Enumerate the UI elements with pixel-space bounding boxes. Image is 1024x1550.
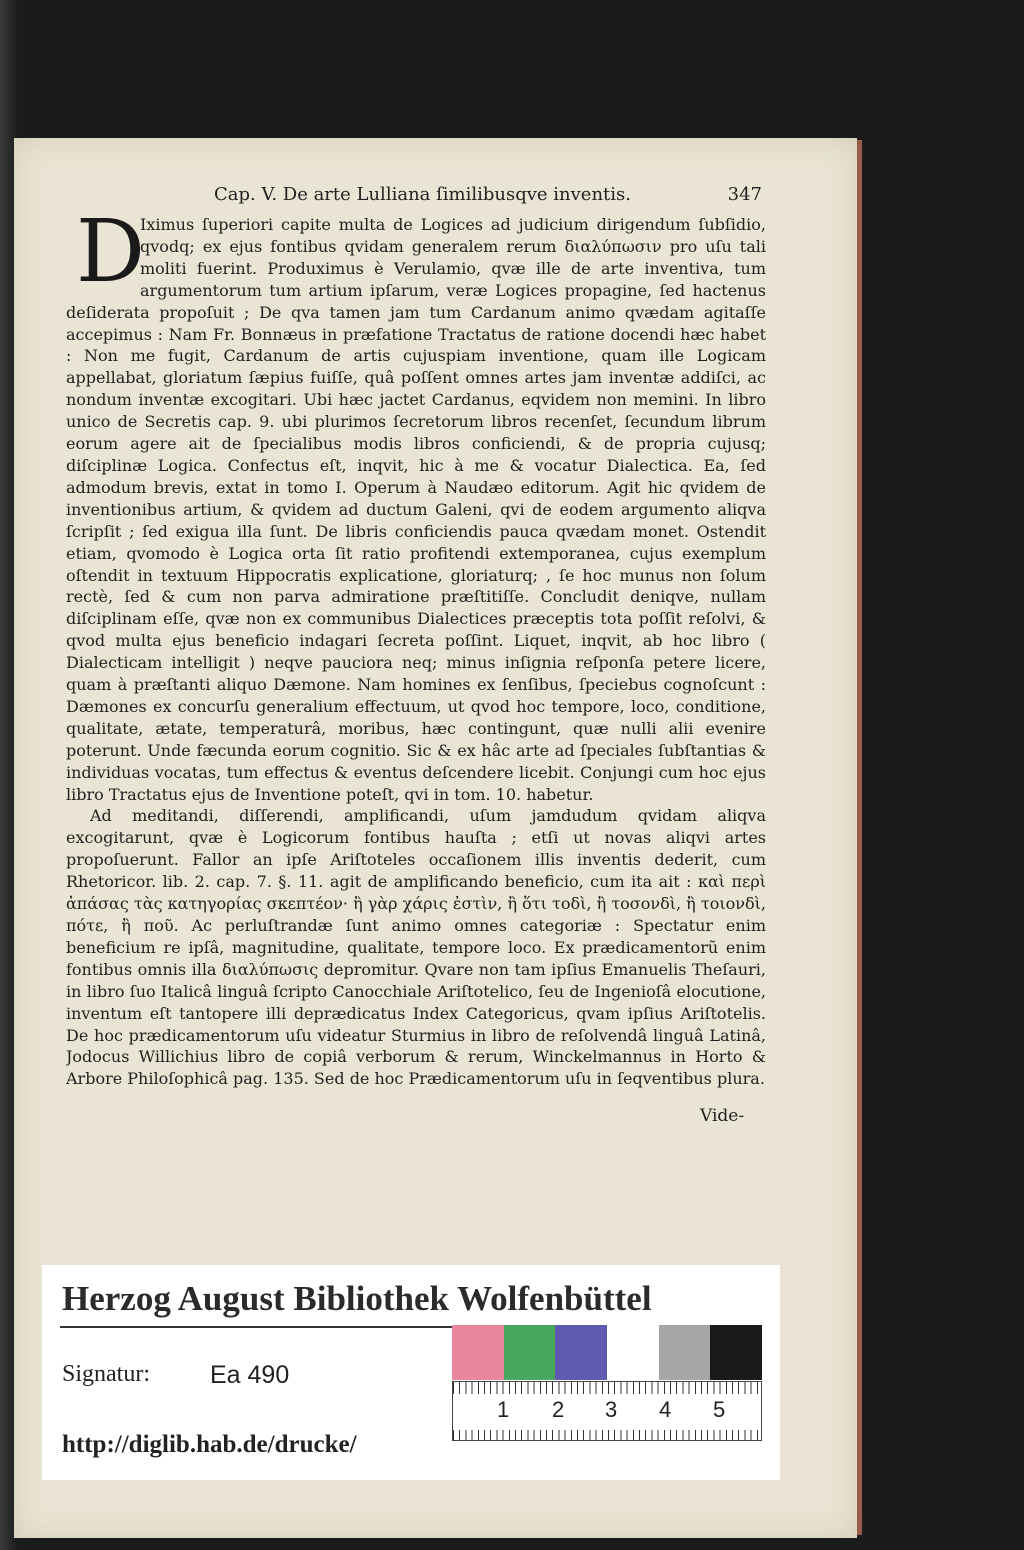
ruler-number: 1 (497, 1397, 510, 1422)
ruler-number: 2 (552, 1397, 565, 1422)
library-url: http://diglib.hab.de/drucke/ (62, 1431, 357, 1458)
color-swatch (504, 1325, 556, 1380)
paragraph (66, 202, 766, 805)
drop-cap: D (76, 202, 145, 302)
ruler-ticks-top (453, 1382, 761, 1394)
color-swatch (555, 1325, 607, 1380)
ruler-number: 3 (605, 1397, 618, 1422)
page-edge (857, 140, 862, 1535)
paragraph-text: Iximus ſuperiori capite multa de Logices ad judicium dirigendum ſubſidio, qvodq; ex ejus fontibus qvidam generalem rerum διαλύπωσιν pro uſu tali moliti fuerint. Produximus è Verulamio, qvæ ille de arte inventiva, tum argumentorum tum artium ipſarum, veræ Logices propagine, ſed hactenus deſiderata propoſuit ; De qva tamen jam tum Cardanum animo qvædam agitaſſe accepimus : Nam Fr. Bonnæus in præfatione Tractatus de ratione docendi hæc habet : Non me fugit, Cardanum de artis cujuspiam inventione, quam ille Logicam appellabat, gloriatum ſæpius fuiſſe, quâ poſſent omnes artes jam inventæ addiſci, ac nondum inventæ excogitari. Ubi hæc jactet Cardanus, eqvidem non memini. In libro unico de Secretis cap. 9. ubi plurimos ſecretorum libros recenſet, ſecundum librum eorum agere ait de ſpecialibus modis libros conficiendi, & de propria cujusq; diſciplinæ Logica. Confectus eſt, inqvit, hic à me & vocatur Dialectica. Ea, ſed admodum brevis, extat in tomo I. Operum à Naudæo editorum. Agit hic qvidem de inventionibus artium, & qvidem ad ductum Galeni, qvi de eodem argumento aliqva ſcripſit ; ſed exigua illa ſunt. De libris conficiendis pauca qvædam monet. Ostendit etiam, qvomodo è Logica orta ſit ratio profitendi extemporanea, cujus exemplum oſtendit in textuum Hippocratis explicatione, gloriaturq; , ſe hoc munus non ſolum rectè, ſed & cum non parva admiratione præſtitiſſe. Concludit deniqve, nullam diſciplinam eſſe, qvæ non ex communibus Dialectices præceptis tota poſſit reſolvi, & qvod multa ejus beneficio indagari ſecreta poſſint. Liquet, inqvit, ab hoc libro ( Dialecticam intelligit ) neqve pauciora neq; minus inſignia reſponſa petere licere, quam à præſtanti aliquo Dæmone. Nam homines ex ſenſibus, ſpeciebus cognoſcunt : Dæmones ex concurſu generalium effectuum, ut qvod hoc tempore, loco, conditione, qualitate, ætate, temperaturâ, moribus, hæc contingunt, quæ nulli alii evenire poterunt. Unde fæcunda eorum cognitio. Sic & ex hâc arte ad ſpeciales ſubſtantias & individuas vocatas, tum effectus & eventus deſcendere licebit. Conjungi cum hoc ejus libro Tractatus ejus de Inventione poteſt, qvi in tom. 10. habetur. (66, 215, 766, 804)
ruler-number: 4 (659, 1397, 672, 1422)
color-swatch (710, 1325, 762, 1380)
ruler-ticks-bottom (453, 1430, 761, 1440)
color-swatch (452, 1325, 504, 1380)
color-swatch (607, 1325, 659, 1380)
running-title: Cap. V. De arte Lulliana ſimilibusqve inventis. (214, 184, 631, 205)
page-number: 347 (727, 184, 762, 205)
catchword: Vide- (700, 1106, 745, 1126)
signatur-value: Ea 490 (210, 1361, 290, 1389)
color-calibration-strip (452, 1325, 762, 1380)
library-name: Herzog August Bibliothek Wolfenbüttel (62, 1279, 652, 1318)
body-text (66, 202, 766, 1114)
scale-ruler (452, 1381, 762, 1441)
ruler-number: 5 (713, 1397, 726, 1422)
signatur-label: Signatur: (62, 1361, 150, 1387)
paragraph: Ad meditandi, diſſerendi, amplificandi, uſum jamdudum qvidam aliqva excogitarunt, qvæ è Logicorum fontibus hauſta ; etſi ut novas aliqvi artes propoſuerunt. Fallor an ipſe Ariſtoteles occaſionem illis inventis dederit, cum Rhetoricor. lib. 2. cap. 7. §. 11. agit de amplificando beneficio, cum ita ait : καὶ περὶ ἁπάσας τὰς κατηγορίας σκεπτέον· ἢ γὰρ χάρις ἐστὶν, ἢ ὅτι τοδὶ, ἢ τοσονδὶ, ἢ τοιονδὶ, πότε, ἢ πoῦ. Ac perluſtrandæ ſunt animo omnes categoriæ : Spectatur enim beneficium re ipſâ, magnitudine, qualitate, tempore loco. Ex prædicamentorũ enim fontibus omnis illa διαλύπωσις depromitur. Qvare non tam ipſius Emanuelis Theſauri, in libro ſuo Italicâ linguâ ſcripto Canocchiale Ariſtotelico, ſeu de Ingenioſâ elocutione, inventum eſt tantopere illi deprædicatus Index Categoricus, qvam ipſius Ariſtotelis. De hoc prædicamentorum uſu videatur Sturmius in libro de reſolvendâ linguâ Latinâ, Jodocus Willichius libro de copiâ verborum & rerum, Winckelmannus in Horto & Arbore Philoſophicâ pag. 135. Sed de hoc Prædicamentorum uſu in ſeqventibus plura. (66, 806, 766, 1089)
running-header (214, 184, 762, 210)
color-swatch (659, 1325, 711, 1380)
library-watermark-card (42, 1265, 780, 1480)
